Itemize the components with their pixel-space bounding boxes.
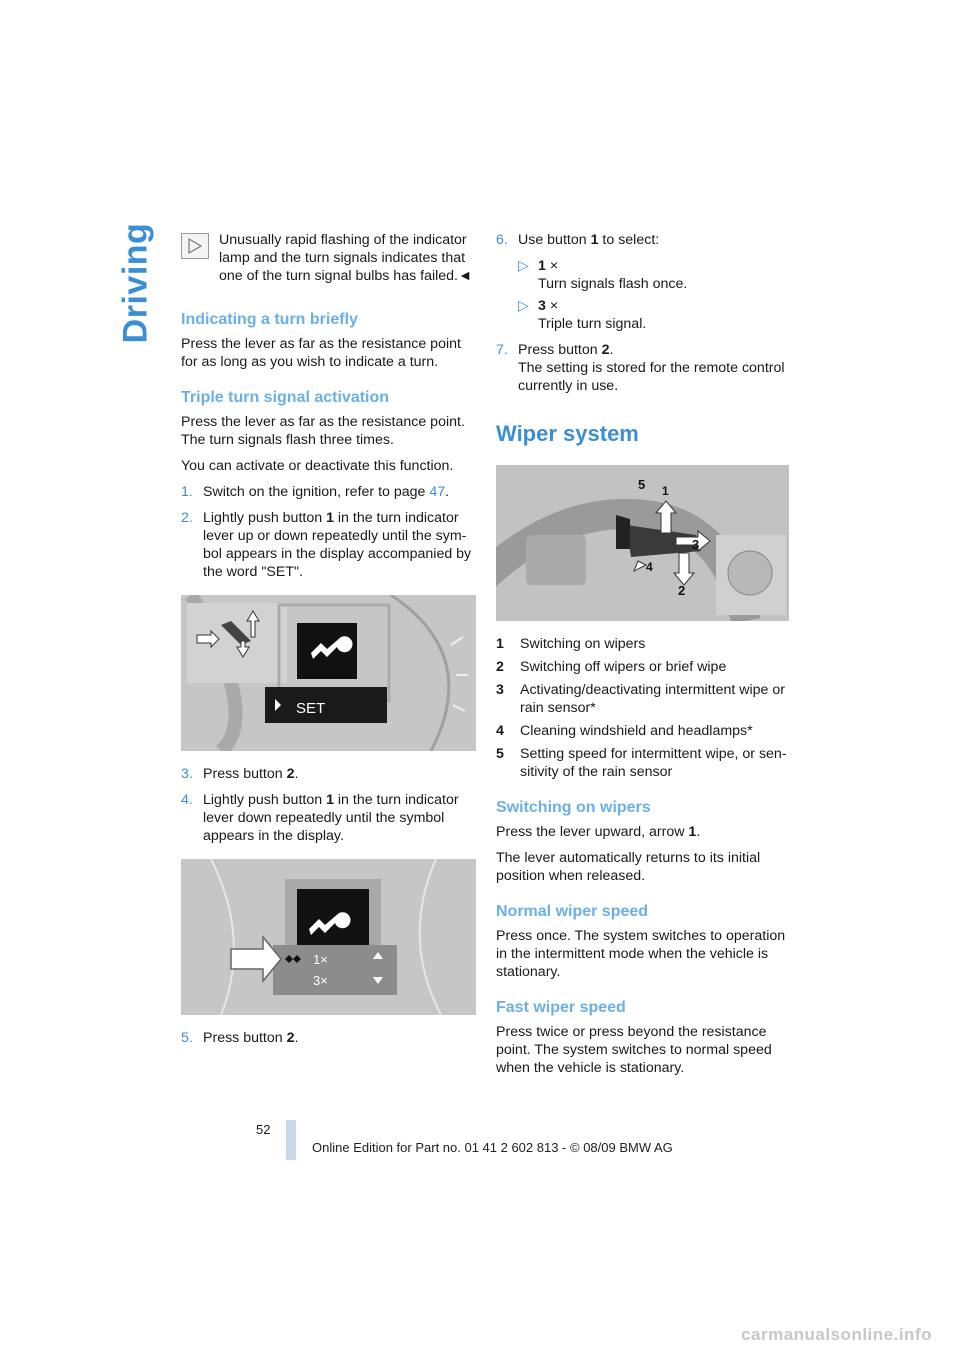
legend-item (496, 635, 791, 653)
legend-text: Switching on wipers (520, 636, 646, 652)
step-number: 2. (181, 510, 193, 526)
step-punct: . (609, 342, 614, 358)
heading-indicating-briefly: Indicating a turn briefly (181, 311, 358, 328)
note-triangle-icon (181, 233, 209, 259)
para-text: Press the lever upward, arrow (496, 824, 685, 840)
watermark: carmanualsonline.info (741, 1325, 932, 1344)
option-3x: 3× (313, 973, 328, 988)
paragraph-triple-1: Press the lever as far as the resistance point. The turn signals flash three times. (181, 414, 465, 448)
legend-number: 1 (496, 636, 504, 652)
footer-edition-text: Online Edition for Part no. 01 41 2 602 813 - © 08/09 BMW AG (312, 1140, 673, 1155)
step-text: Use button (518, 232, 587, 248)
button-ref: 2 (601, 342, 610, 358)
step-7 (496, 341, 791, 395)
step-text: Lightly push button (203, 792, 323, 808)
heading-normal-speed: Normal wiper speed (496, 903, 649, 920)
step-text: Press button (203, 1030, 283, 1046)
section-side-title (112, 222, 158, 344)
paragraph-on (496, 823, 791, 841)
triple-signal-display-image (181, 859, 476, 1015)
callout-5: 5 (638, 477, 646, 492)
paragraph-on-2: The lever automatically returns to its initial position when released. (496, 850, 761, 884)
step-3 (181, 765, 476, 783)
option-symbol: 3 (538, 298, 546, 314)
heading-fast-speed: Fast wiper speed (496, 999, 626, 1016)
footer-bar (286, 1120, 296, 1160)
para-punct: . (696, 824, 701, 840)
button-ref: 2 (286, 1030, 295, 1046)
set-label: SET (296, 700, 326, 717)
legend-number: 4 (496, 723, 504, 739)
bullet-arrow-icon: ▷ (518, 258, 529, 274)
step-number: 6. (496, 232, 508, 248)
callout-1: 1 (662, 484, 669, 498)
right-column (496, 231, 791, 1085)
option-triple (518, 297, 791, 333)
legend-text: Cleaning windshield and headlamps* (520, 723, 753, 739)
button-ref: 1 (590, 232, 599, 248)
step-punct: . (294, 766, 299, 782)
option-text: Triple turn signal. (538, 316, 647, 332)
step-number: 3. (181, 766, 193, 782)
step-number: 5. (181, 1030, 193, 1046)
heading-triple-turn: Triple turn signal activation (181, 389, 390, 406)
legend-text: Setting speed for intermittent wipe, or sensitivity of the rain sensor (520, 746, 787, 780)
step-text: Lightly push button (203, 510, 323, 526)
option-1x: 1× (313, 952, 328, 967)
step-1 (181, 483, 476, 501)
turn-signal-set-image (181, 595, 476, 751)
step-text: Switch on the ignition, refer to page (203, 484, 426, 500)
note (181, 231, 476, 293)
button-ref: 1 (326, 792, 334, 808)
button-ref: 2 (286, 766, 295, 782)
note-end-mark: ◄ (458, 268, 473, 284)
legend-item (496, 681, 791, 717)
step-punct: . (445, 484, 450, 500)
step-text: to select: (602, 232, 660, 248)
step-text: The setting is stored for the remote control currently in use. (518, 360, 785, 394)
step-text: in the turn indicator lever up or down repeatedly until the symbol appears in the display accompanied by the word "SET". (203, 510, 472, 580)
option-once (518, 257, 791, 293)
wiper-lever-image (496, 465, 789, 621)
callout-3: 3 (692, 537, 700, 552)
button-ref: 1 (326, 510, 334, 526)
option-times: × (549, 258, 559, 274)
bullet-arrow-icon: ▷ (518, 298, 529, 314)
legend-item (496, 658, 791, 676)
section-title-text: Driving (116, 222, 154, 344)
step-number: 4. (181, 792, 193, 808)
legend-number: 2 (496, 659, 504, 675)
option-text: Turn signals flash once. (538, 276, 688, 292)
step-number: 1. (181, 484, 193, 500)
step-number: 7. (496, 342, 508, 358)
step-4 (181, 791, 476, 845)
legend-number: 5 (496, 746, 504, 762)
note-text: Unusually rapid flashing of the indicator lamp and the turn signals indicates that one of the turn signal bulbs has failed. (219, 232, 467, 284)
paragraph-fast: Press twice or press beyond the resistance point. The system switches to normal speed when the vehicle is stationary. (496, 1024, 772, 1076)
paragraph-triple-2: You can activate or deactivate this function. (181, 458, 454, 474)
paragraph-normal: Press once. The system switches to operation in the intermittent mode when the vehicle is stationary. (496, 928, 786, 980)
step-6 (496, 231, 791, 249)
page-number: 52 (256, 1122, 271, 1137)
paragraph-brief: Press the lever as far as the resistance point for as long as you wish to indicate a turn. (181, 336, 461, 370)
step-text: in the turn indicator lever down repeatedly until the symbol appears in the display. (203, 792, 459, 844)
step-text: Press button (203, 766, 283, 782)
legend-text: Switching off wipers or brief wipe (520, 659, 727, 675)
page-link[interactable]: 47 (429, 484, 446, 500)
step-5 (181, 1029, 476, 1047)
heading-wiper-system: Wiper system (496, 421, 639, 446)
option-times: × (549, 298, 559, 314)
legend-text: Activating/deactivating intermittent wipe or rain sensor* (520, 682, 785, 716)
callout-4: 4 (646, 560, 653, 574)
legend-item (496, 745, 791, 781)
callout-2: 2 (678, 583, 686, 598)
arrow-ref: 1 (688, 824, 697, 840)
legend-number: 3 (496, 682, 504, 698)
wiper-legend (496, 635, 791, 781)
left-column (181, 231, 476, 1055)
step-punct: . (294, 1030, 299, 1046)
legend-item (496, 722, 791, 740)
heading-switching-on-wipers: Switching on wipers (496, 799, 651, 816)
step-2 (181, 509, 476, 581)
option-symbol: 1 (538, 258, 546, 274)
step-text: Press button (518, 342, 598, 358)
